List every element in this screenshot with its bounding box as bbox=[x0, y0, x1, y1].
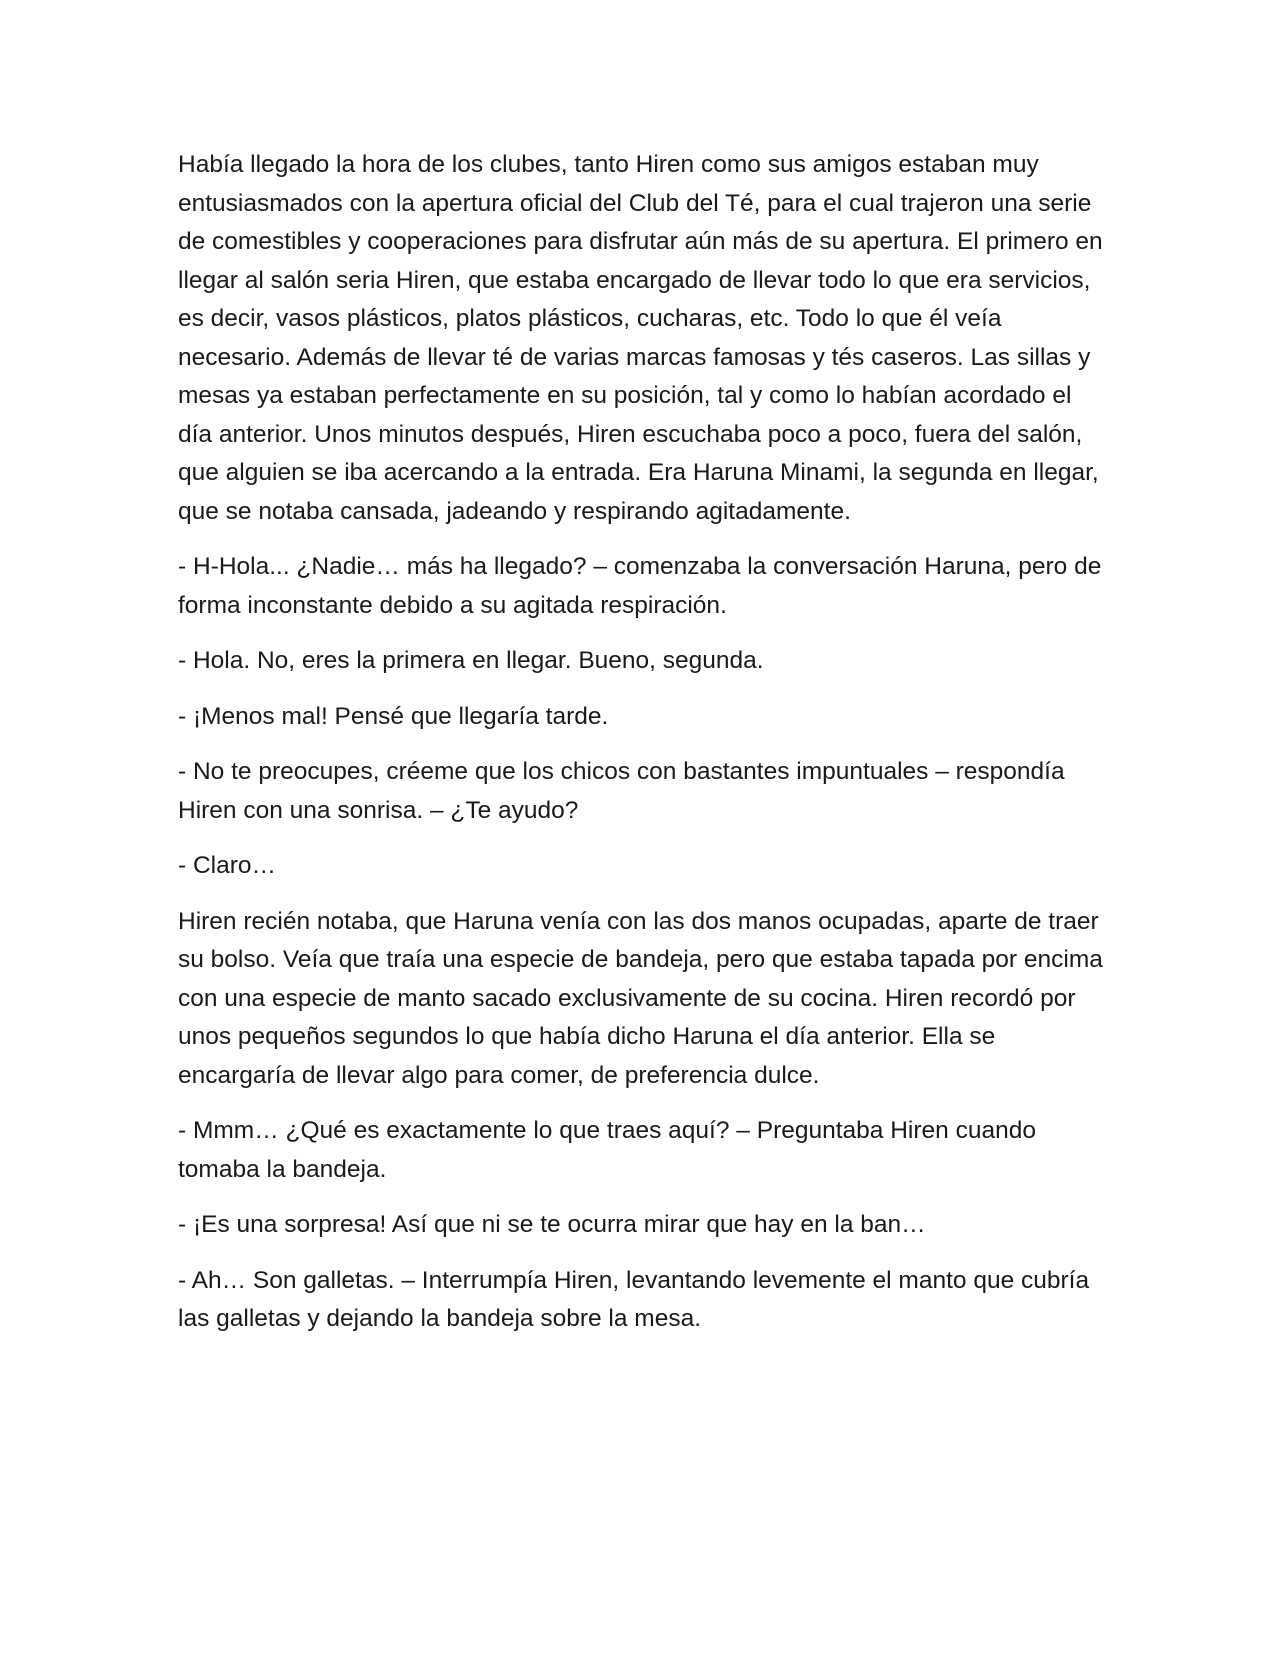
dialogue-line: - ¡Menos mal! Pensé que llegaría tarde. bbox=[178, 702, 609, 730]
dialogue-line: - Mmm… ¿Qué es exactamente lo que traes aquí? – Preguntaba Hiren cuando tomaba la bandeja. bbox=[178, 1117, 1036, 1183]
dialogue-line: - ¡Es una sorpresa! Así que ni se te ocurra mirar que hay en la ban… bbox=[178, 1211, 926, 1238]
narrative-paragraph: Hiren recién notaba, que Haruna venía con las dos manos ocupadas, aparte de traer su bolso. Veía que traía una especie de bandeja, pero que estaba tapada por encima con una especie de manto sacado exclusivamente de su cocina. Hiren recordó por unos pequeños segundos lo que había dicho Haruna el día anterior. Ella se encargaría de llevar algo para comer, de preferencia dulce. bbox=[178, 907, 1103, 1089]
dialogue-line: - Claro… bbox=[178, 852, 277, 879]
dialogue-line: - H-Hola... ¿Nadie… más ha llegado? – comenzaba la conversación Haruna, pero de forma inconstante debido a su agitada respiración. bbox=[178, 553, 1102, 619]
dialogue-line: - Hola. No, eres la primera en llegar. Bueno, segunda. bbox=[178, 647, 764, 674]
dialogue-line: - No te preocupes, créeme que los chicos con bastantes impuntuales – respondía Hiren con una sonrisa. – ¿Te ayudo? bbox=[178, 758, 1065, 824]
narrative-paragraph: Había llegado la hora de los clubes, tanto Hiren como sus amigos estaban muy entusiasmados con la apertura oficial del Club del Té, para el cual trajeron una serie de comestibles y cooperaciones para disfrutar aún más de su apertura. El primero en llegar al salón seria Hiren, que estaba encargado de llevar todo lo que era servicios, es decir, vasos plásticos, platos plásticos, cucharas, etc. Todo lo que él veía necesario. Además de llevar té de varias marcas famosas y tés caseros. Las sillas y mesas ya estaban perfectamente en su posición, tal y como lo habían acordado el día anterior. Unos minutos después, Hiren escuchaba poco a poco, fuera del salón, que alguien se iba acercando a la entrada. Era Haruna Minami, la segunda en llegar, que se notaba cansada, jadeando y respirando agitadamente. bbox=[178, 151, 1103, 525]
document-body bbox=[178, 146, 1110, 1356]
dialogue-line: - Ah… Son galletas. – Interrumpía Hiren, levantando levemente el manto que cubría las galletas y dejando la bandeja sobre la mesa. bbox=[178, 1266, 1090, 1332]
